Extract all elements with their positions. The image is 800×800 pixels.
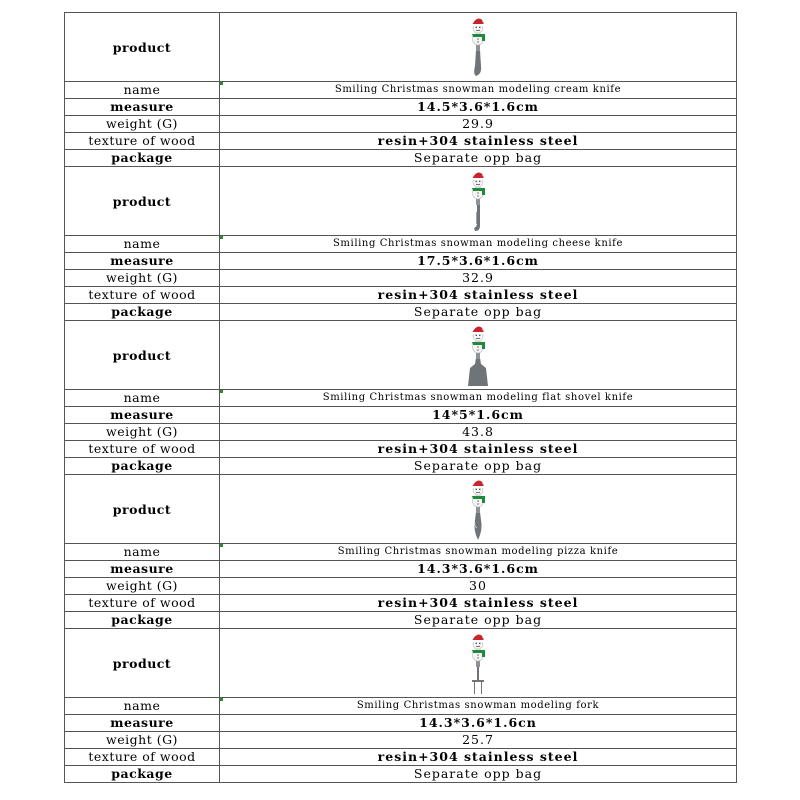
measure-row bbox=[65, 561, 737, 578]
measure-row bbox=[65, 715, 737, 732]
measure-row bbox=[65, 99, 737, 116]
snowman-flat-shovel-image bbox=[458, 322, 498, 388]
name-row bbox=[65, 390, 737, 407]
product-image-cell bbox=[220, 321, 737, 390]
package-row bbox=[65, 150, 737, 167]
product-image-cell bbox=[220, 167, 737, 236]
measure-label: measure bbox=[65, 407, 220, 424]
measure-value: 14.3*3.6*1.6cm bbox=[220, 561, 737, 578]
texture-row bbox=[65, 595, 737, 612]
product-label: product bbox=[65, 629, 220, 698]
measure-row bbox=[65, 253, 737, 270]
product-label: product bbox=[65, 475, 220, 544]
spec-sheet bbox=[64, 12, 736, 783]
weight-value: 30 bbox=[220, 578, 737, 595]
weight-value: 29.9 bbox=[220, 116, 737, 133]
name-label: name bbox=[65, 544, 220, 561]
weight-row bbox=[65, 578, 737, 595]
texture-label: texture of wood bbox=[65, 287, 220, 304]
name-label: name bbox=[65, 82, 220, 99]
weight-row bbox=[65, 732, 737, 749]
texture-value: resin+304 stainless steel bbox=[220, 441, 737, 458]
weight-label: weight (G) bbox=[65, 424, 220, 441]
weight-row bbox=[65, 270, 737, 287]
measure-row bbox=[65, 407, 737, 424]
name-row bbox=[65, 544, 737, 561]
package-value: Separate opp bag bbox=[220, 612, 737, 629]
weight-label: weight (G) bbox=[65, 270, 220, 287]
name-row bbox=[65, 236, 737, 253]
measure-label: measure bbox=[65, 99, 220, 116]
package-row bbox=[65, 766, 737, 783]
product-row bbox=[65, 167, 737, 236]
weight-label: weight (G) bbox=[65, 578, 220, 595]
texture-label: texture of wood bbox=[65, 749, 220, 766]
texture-value: resin+304 stainless steel bbox=[220, 133, 737, 150]
texture-label: texture of wood bbox=[65, 133, 220, 150]
name-label: name bbox=[65, 698, 220, 715]
package-value: Separate opp bag bbox=[220, 766, 737, 783]
product-label: product bbox=[65, 321, 220, 390]
package-row bbox=[65, 304, 737, 321]
name-label: name bbox=[65, 390, 220, 407]
product-spec-table bbox=[64, 12, 737, 783]
texture-value: resin+304 stainless steel bbox=[220, 287, 737, 304]
snowman-cream-knife-image bbox=[458, 14, 498, 80]
texture-label: texture of wood bbox=[65, 441, 220, 458]
snowman-fork-image bbox=[458, 630, 498, 696]
measure-value: 14.3*3.6*1.6cn bbox=[220, 715, 737, 732]
product-name: Smiling Christmas snowman modeling cream knife bbox=[220, 82, 737, 99]
product-image-cell bbox=[220, 13, 737, 82]
product-image-cell bbox=[220, 629, 737, 698]
snowman-cheese-knife-image bbox=[458, 168, 498, 234]
weight-row bbox=[65, 116, 737, 133]
product-name: Smiling Christmas snowman modeling cheese knife bbox=[220, 236, 737, 253]
package-label: package bbox=[65, 150, 220, 167]
texture-row bbox=[65, 133, 737, 150]
package-value: Separate opp bag bbox=[220, 304, 737, 321]
package-label: package bbox=[65, 304, 220, 321]
package-value: Separate opp bag bbox=[220, 150, 737, 167]
product-row bbox=[65, 629, 737, 698]
product-row bbox=[65, 13, 737, 82]
name-row bbox=[65, 698, 737, 715]
texture-row bbox=[65, 287, 737, 304]
texture-value: resin+304 stainless steel bbox=[220, 595, 737, 612]
texture-value: resin+304 stainless steel bbox=[220, 749, 737, 766]
measure-label: measure bbox=[65, 561, 220, 578]
weight-label: weight (G) bbox=[65, 116, 220, 133]
package-label: package bbox=[65, 458, 220, 475]
product-label: product bbox=[65, 13, 220, 82]
product-label: product bbox=[65, 167, 220, 236]
product-image-cell bbox=[220, 475, 737, 544]
product-row bbox=[65, 321, 737, 390]
texture-row bbox=[65, 749, 737, 766]
measure-label: measure bbox=[65, 715, 220, 732]
texture-row bbox=[65, 441, 737, 458]
package-row bbox=[65, 458, 737, 475]
texture-label: texture of wood bbox=[65, 595, 220, 612]
package-row bbox=[65, 612, 737, 629]
product-name: Smiling Christmas snowman modeling fork bbox=[220, 698, 737, 715]
weight-label: weight (G) bbox=[65, 732, 220, 749]
snowman-pizza-knife-image bbox=[458, 476, 498, 542]
package-value: Separate opp bag bbox=[220, 458, 737, 475]
weight-value: 43.8 bbox=[220, 424, 737, 441]
measure-value: 14.5*3.6*1.6cm bbox=[220, 99, 737, 116]
measure-value: 14*5*1.6cm bbox=[220, 407, 737, 424]
product-row bbox=[65, 475, 737, 544]
weight-value: 25.7 bbox=[220, 732, 737, 749]
measure-value: 17.5*3.6*1.6cm bbox=[220, 253, 737, 270]
measure-label: measure bbox=[65, 253, 220, 270]
weight-row bbox=[65, 424, 737, 441]
name-label: name bbox=[65, 236, 220, 253]
package-label: package bbox=[65, 766, 220, 783]
product-name: Smiling Christmas snowman modeling flat shovel knife bbox=[220, 390, 737, 407]
product-name: Smiling Christmas snowman modeling pizza knife bbox=[220, 544, 737, 561]
name-row bbox=[65, 82, 737, 99]
package-label: package bbox=[65, 612, 220, 629]
weight-value: 32.9 bbox=[220, 270, 737, 287]
